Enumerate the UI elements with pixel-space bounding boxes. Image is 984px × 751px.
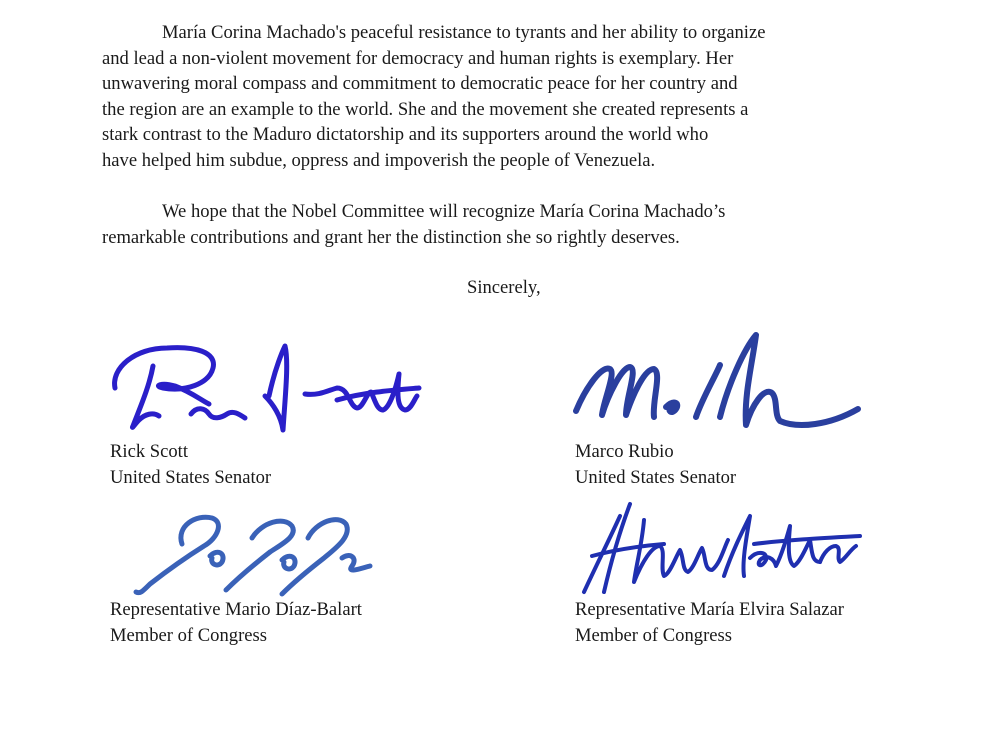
- signer-marco-rubio: [575, 439, 736, 490]
- signer-title: Member of Congress: [575, 624, 732, 646]
- paragraph-line: unwavering moral compass and commitment to democratic peace for her country and: [102, 73, 738, 95]
- paragraph-line: and lead a non-violent movement for democracy and human rights is exemplary. Her: [102, 47, 734, 69]
- signer-name: Representative María Elvira Salazar: [575, 599, 844, 620]
- paragraph-line: stark contrast to the Maduro dictatorship and its supporters around the world who: [102, 124, 709, 146]
- paragraph-line: have helped him subdue, oppress and impoverish the people of Venezuela.: [102, 149, 656, 171]
- signer-name: Rick Scott: [110, 441, 188, 462]
- letter-paragraph-2: [102, 199, 902, 250]
- rick-scott-signature: [105, 338, 425, 440]
- signer-name: Representative Mario Díaz-Balart: [110, 599, 362, 620]
- maria-elvira-salazar-signature: [574, 496, 864, 604]
- signer-title: United States Senator: [575, 466, 737, 488]
- signer-title: United States Senator: [110, 466, 272, 488]
- signer-maria-elvira-salazar: [575, 597, 844, 648]
- signer-mario-diaz-balart: [110, 597, 362, 648]
- letter-paragraph-1: [102, 20, 902, 174]
- marco-rubio-signature: [568, 325, 868, 443]
- paragraph-line: remarkable contributions and grant her the distinction she so rightly deserves.: [102, 226, 680, 248]
- mario-diaz-balart-signature: [132, 508, 376, 600]
- paragraph-line: We hope that the Nobel Committee will recognize María Corina Machado’s: [162, 201, 726, 222]
- signer-title: Member of Congress: [110, 624, 267, 646]
- paragraph-line: the region are an example to the world. She and the movement she created represents a: [102, 98, 749, 120]
- signer-name: Marco Rubio: [575, 441, 674, 462]
- signer-rick-scott: [110, 439, 271, 490]
- paragraph-line: María Corina Machado's peaceful resistance to tyrants and her ability to organize: [162, 22, 766, 43]
- closing-salutation: Sincerely,: [467, 277, 541, 298]
